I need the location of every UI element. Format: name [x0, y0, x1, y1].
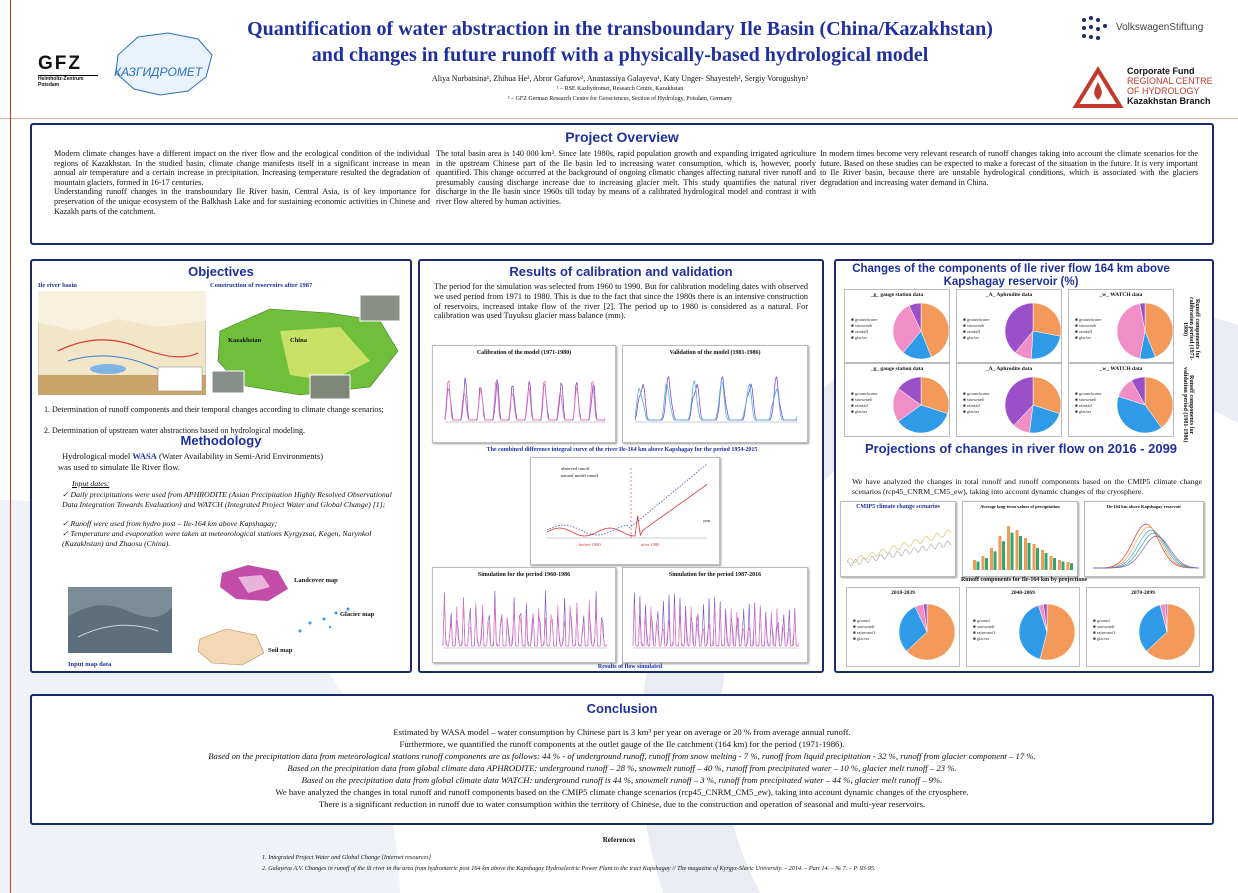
affiliation-2: ² – GFZ German Research Centre for Geosciences, Section of Hydrology, Potsdam, Germany	[507, 96, 733, 102]
precipitation-bar	[999, 536, 1002, 570]
conclusion-line-7: There is a significant reduction in runoff due to water consumption within the territory of Chinese, due to the construction and operation of seasonal and multi-year reservoirs.	[318, 799, 926, 809]
wasa-arid: Arid Environments)	[254, 451, 324, 461]
pie-legend-item: ■ rainfall	[1075, 329, 1092, 334]
calibration-series-observed	[445, 378, 605, 420]
calibration-chart-title: Calibration of the model (1971-1980)	[476, 350, 572, 356]
pie-legend-item: ■ ground	[1093, 618, 1110, 623]
conclusion-line-3: Based on the precipitation data from meteorological stations runoff components are as follows: 44 % - of underground runoff, runoff from snow melting - 7 %, runoff from liquid precipitation - 32 %, runoff from glacier component – 17 %.	[208, 751, 1036, 761]
overview-column-3: In modern times become very relevant research of runoff changes taking into account the climate scenarios for the future. Based on these studies can be expected to make a forecast of the situation in the future. It is very important to Ile River basin, because there are unstable hydrological conditions, which is associated with the glaciers degradation and increasing water demand in China.	[820, 149, 1198, 187]
pie-legend-item: ■ snowmelt	[973, 624, 995, 629]
simulation-1987-title: Simulation for the period 1987-2016	[668, 572, 762, 578]
precipitation-bar	[1067, 562, 1070, 570]
regional-centre-logo	[1070, 66, 1235, 116]
calibration-text: The period for the simulation was selected from 1960 to 1990. But for calibration modeling dates with observed we used period from 1971 to 1980. This is due to the fact that since the 1980s there is an intensive construction of reservoirs, increased intake flow of the river [2]. The period up to 1980 is considered as a natural. For calibration was used Tuyuksu glacier mass balance (mm).	[434, 282, 808, 321]
methodology-paragraph-2: was used to simulate Ile River flow.	[58, 462, 180, 472]
authors: Aliya Nurbatsina¹, Zhihua He², Abror Gafurov², Anastassiya Galayeva¹, Katy Unger- Shayesteh², Sergiy Vorogushyn²	[431, 74, 809, 83]
overview-column-2: The total basin area is 140 000 km². Since late 1980s, rapid population growth and expanding irrigated agriculture in the upstream Chinese part of the Ile basin led to increasing water consumption, which is, however, poorly quantified. This change occurred at the background of ongoing climatic changes affecting natural river runoff and presumably causing discharge increase due to increasing glacier melt. This study quantifies the natural river discharge in the Ile basin since 1960s till today by means of a calibrated hydrological model and contrast it with river flow altered by human activities.	[436, 149, 816, 206]
gfz-logo	[38, 53, 98, 88]
pie-legend	[853, 618, 875, 642]
pie-legend-item: ■ groundwater	[1075, 317, 1102, 322]
project-overview-panel	[30, 123, 1214, 245]
pie-chart	[1137, 602, 1197, 662]
pie-chart-title: _A_ Aphrodite data	[985, 292, 1033, 298]
mountain-drop-icon	[1072, 66, 1124, 110]
pie-chart-box	[1068, 289, 1174, 363]
objective-number-1: 1.	[44, 405, 50, 414]
simulation-1960-series-2	[443, 598, 607, 646]
pie-chart-box	[844, 289, 950, 363]
runoff-projection-plot	[1085, 502, 1205, 578]
landcover-map	[218, 563, 290, 603]
input-item-2	[62, 519, 398, 529]
pie-legend-item: ■ glacier	[963, 409, 980, 414]
pie-legend-item: ■ snowmelt	[1093, 624, 1115, 629]
runoff-projection-line	[1093, 536, 1199, 568]
regional-centre-text: REGIONAL CENTRE	[1127, 76, 1213, 86]
year-axis-label: year	[703, 518, 711, 523]
after-1980-label: after 1980	[641, 542, 660, 547]
dots-logo-icon	[1078, 12, 1112, 46]
pie-chart-box	[956, 363, 1062, 437]
precipitation-bar	[1033, 544, 1036, 570]
ile-basin-map-label: Ile river basin	[38, 282, 77, 289]
integral-series-observed	[547, 485, 707, 537]
of-hydrology-text: OF HYDROLOGY	[1127, 86, 1200, 96]
runoff-projection-line	[1093, 524, 1199, 568]
input-map-data-label: Input map data	[68, 661, 112, 668]
pie-legend-item: ■ rainrunoff	[973, 630, 996, 635]
references-title: References	[602, 836, 636, 844]
soil-map	[196, 627, 266, 667]
pie-legend-item: ■ groundwater	[851, 391, 878, 396]
pie-chart-title: _A_ Aphrodite data	[985, 366, 1033, 372]
pie-chart	[1115, 375, 1175, 435]
precipitation-bar	[1070, 563, 1073, 570]
kazhydromet-logo	[108, 25, 216, 113]
pie-chart-box	[1068, 363, 1174, 437]
before-1980-label: before 1980	[579, 542, 601, 547]
methodology-title: Methodology	[180, 433, 262, 448]
pie-legend-item: ■ snowmelt	[1075, 397, 1097, 402]
conclusion-line-4: Based on the precipitation data from global climate data APHRODITE: underground runoff – 28 %, snowmelt runoff – 40 %, runoff from precipitated water – 10 %, glacier melt runoff – 23 %.	[287, 763, 957, 773]
changes-panel	[834, 259, 1214, 673]
legend-natural-runoff: natural model runoff	[561, 473, 599, 478]
title-line-1: Quantification of water abstraction in the transboundary Ile Basin (China/Kazakhstan)	[247, 18, 993, 40]
ile-basin-map	[38, 291, 206, 395]
precipitation-bar	[1024, 538, 1027, 570]
calibration-side-label: Runoff components for calibration period (1971-1980)	[1182, 297, 1200, 361]
runoff-projection-title: Ile-164 km above Kapshagay reservoir	[1106, 504, 1182, 509]
precipitation-bar	[1007, 526, 1010, 570]
conclusion-line-6: We have analyzed the changes in total runoff and runoff components based on the CMIP5 climate change scenarios (rcp45_CNRM_CM5_ew), taking into account dynamic changes of the cryosphere.	[275, 787, 969, 797]
runoff-projection-line	[1093, 533, 1199, 568]
pie-chart-title: _g_ gauge station data	[870, 292, 924, 298]
pie-legend-item: ■ glacier	[1093, 636, 1110, 641]
pie-legend-item: ■ glacier	[853, 636, 870, 641]
simulation-1960-title: Simulation for the period 1960-1986	[477, 572, 571, 578]
reservoirs-map	[210, 291, 406, 401]
validation-side-label: Runoff components for validation period (1981-1986)	[1182, 367, 1194, 443]
precipitation-bar	[1062, 562, 1065, 571]
frame-left-line	[10, 0, 11, 893]
pie-chart	[1115, 301, 1175, 361]
cmip5-series-1	[847, 530, 951, 562]
pie-legend-item: ■ rainrunoff	[853, 630, 876, 635]
legend-observed-runoff: observed runoff	[561, 466, 590, 471]
precipitation-bar	[1016, 530, 1019, 570]
pie-chart-title: _w_ WATCH data	[1099, 366, 1143, 372]
pie-legend-item: ■ rainrunoff	[1093, 630, 1116, 635]
input-item-3-text: Temperature and evaporation were taken at meteorological stations Kyrgyzsai, Kegen, Narynkol (Kazakhstan) and Zhaosu (China).	[62, 529, 372, 548]
pie-legend-item: ■ snowmelt	[963, 323, 985, 328]
affiliation-1: ¹ – RSE Kazhydromet, Research Centre, Kazakhstan	[556, 86, 684, 92]
pie-chart	[897, 602, 957, 662]
precipitation-chart-title: Average long-term values of precipitation	[980, 504, 1060, 509]
simulation-1987-series-2	[633, 604, 799, 646]
precipitation-bar	[1036, 548, 1039, 570]
pie-legend-item: ■ snowmelt	[963, 397, 985, 402]
pie-chart-box	[966, 587, 1080, 667]
projections-title: Projections of changes in river flow on 2016 - 2099	[864, 441, 1178, 456]
pie-legend	[1075, 317, 1102, 341]
kazhydromet-logo-text: КАЗГИДРОМЕТ	[114, 65, 203, 79]
poster-title	[225, 16, 1015, 68]
pie-legend	[963, 391, 990, 415]
conclusion-line-2: Furthermore, we quantified the runoff components at the outlet gauge of the Ile catchment (164 km) for the period (1971-1986).	[399, 739, 845, 749]
volkswagen-stiftung-logo	[1078, 12, 1228, 48]
overview-col1-p1: Modern climate changes have a different impact on the river flow and the ecological condition of the individual regions of Kazakhstan. In the studied basin, climate change manifests itself in a significant increase in mean annual air temperature and a certain increase in precipitation. Increasing temperature resulted the degradation of mountain glaciers, formed in 16-17 centuries.	[54, 149, 430, 187]
simulation-1960-1986-chart	[432, 567, 616, 663]
input-item-3	[62, 529, 398, 548]
precipitation-bar	[1053, 558, 1056, 570]
pie-legend-item: ■ glacier	[973, 636, 990, 641]
check-icon: ✓	[62, 529, 69, 538]
precipitation-bar	[990, 548, 993, 570]
validation-chart-title: Validation of the model (1981-1986)	[669, 350, 761, 356]
pie-chart	[1017, 602, 1077, 662]
objective-item-1	[44, 405, 384, 415]
soil-map-label: Soil map	[268, 647, 293, 654]
pie-chart-box	[844, 363, 950, 437]
pie-chart-title: _w_ WATCH data	[1099, 292, 1143, 298]
precipitation-bar	[1028, 543, 1031, 570]
input-item-1-text: Daily precipitations were used from APHRODITE (Asian Precipitation Highly Resolved Observational Data Integration Towards Evaluation) and WATCH (Integrated Project Water and Global Change) [1];	[62, 490, 392, 509]
reference-1: 1. Integrated Project Water and Global Change [Internet resources]	[262, 854, 432, 861]
input-dates-heading: Input dates:	[72, 479, 110, 488]
reservoirs-map-label: Construction of reservoirs after 1987	[210, 282, 313, 289]
calibration-panel	[418, 259, 824, 673]
pie-legend-item: ■ snowmelt	[1075, 323, 1097, 328]
pie-legend	[1075, 391, 1102, 415]
pie-legend-item: ■ rainfall	[963, 329, 980, 334]
input-item-2-text: Runoff were used from hydro post – Ile-164 km above Kapshagay;	[70, 519, 278, 528]
methodology-paragraph	[62, 451, 402, 461]
validation-chart-plot	[623, 346, 809, 444]
pie-legend-item: ■ glacier	[851, 335, 868, 340]
wasa-paren: (	[156, 451, 162, 461]
precipitation-bar	[982, 556, 985, 570]
combined-integral-plot	[531, 458, 721, 566]
cmip5-chart-title: CMIP5 climate change scenarios	[856, 504, 940, 510]
pie-legend-item: ■ rainfall	[1075, 403, 1092, 408]
pie-chart-box	[846, 587, 960, 667]
pie-legend-item: ■ glacier	[1075, 409, 1092, 414]
wasa-intro-text: Hydrological model	[62, 451, 133, 461]
runoff-projection-chart	[1084, 501, 1204, 577]
conclusion-panel	[30, 694, 1214, 825]
corporate-fund-text: Corporate Fund	[1127, 66, 1195, 76]
pie-legend-item: ■ groundwater	[851, 317, 878, 322]
precipitation-bar	[977, 562, 980, 571]
objectives-title: Objectives	[188, 264, 254, 279]
cmip5-series-2	[847, 541, 951, 566]
precipitation-bar	[1050, 556, 1053, 570]
pie-chart-title: 2040-2069	[1011, 590, 1035, 596]
combined-integral-chart	[530, 457, 720, 565]
precipitation-bar	[1058, 560, 1061, 570]
calibration-chart	[432, 345, 616, 443]
overview-column-1	[54, 149, 430, 216]
pie-legend-item: ■ snowmelt	[853, 624, 875, 629]
objective-text-2: Determination of upstream water abstractions based on hydrological modeling.	[52, 426, 306, 435]
validation-chart	[622, 345, 808, 443]
title-line-2: and changes in future runoff with a physically-based hydrological model	[311, 44, 929, 66]
pie-chart-title: 2070-2099	[1131, 590, 1155, 596]
calibration-chart-plot	[433, 346, 617, 444]
pie-legend-item: ■ rainfall	[963, 403, 980, 408]
pie-chart	[1003, 375, 1063, 435]
precipitation-bar	[1002, 541, 1005, 570]
precipitation-bar	[985, 558, 988, 570]
conclusion-line-1: Estimated by WASA model – water consumption by Chinese part is 3 km³ per year on average or 20 % from average annual runoff.	[393, 727, 851, 737]
pie-chart	[1003, 301, 1063, 361]
pie-legend-item: ■ rainfall	[851, 329, 868, 334]
map-label-kazakhstan: Kazakhstan	[228, 337, 262, 344]
project-overview-title: Project Overview	[565, 129, 679, 145]
pie-slice	[1033, 303, 1061, 336]
check-icon: ✓	[62, 519, 69, 528]
calibration-series-simulated	[445, 381, 605, 420]
vw-logo-text: VolkswagenStiftung	[1116, 22, 1204, 33]
map-label-china: China	[290, 337, 307, 344]
wasa-semi: Semi-	[234, 451, 255, 461]
validation-series-simulated	[635, 380, 797, 420]
conclusion-line-5: Based on the precipitation data from global climate data WATCH: underground runoff is 44 %, snowmelt runoff – 3 %, runoff from precipitated water – 44 %, glacier melt runoff – 9%.	[301, 775, 943, 785]
pie-legend-item: ■ ground	[973, 618, 990, 623]
future-components-title: Runoff components for Ile-164 km by projections	[960, 577, 1088, 583]
conclusion-title: Conclusion	[586, 701, 658, 716]
changes-title: Changes of the components of Ile river flow 164 km above Kapshagay reservoir (%)	[852, 263, 1170, 288]
simulation-1987-plot	[623, 568, 809, 664]
gfz-logo-subtitle: Helmholtz-Zentrum	[38, 75, 98, 82]
pie-legend-item: ■ glacier	[1075, 335, 1092, 340]
pie-chart-box	[1086, 587, 1200, 667]
simulation-1960-series-1	[443, 590, 607, 646]
simulation-1987-2016-chart	[622, 567, 808, 663]
wasa-water: Water	[161, 451, 184, 461]
precipitation-bar	[1011, 533, 1014, 570]
simulation-1960-plot	[433, 568, 617, 664]
frame-top-line	[0, 118, 1238, 119]
pie-legend-item: ■ rainfall	[851, 403, 868, 408]
pie-legend-item: ■ groundwater	[963, 317, 990, 322]
pie-chart-title: _g_ gauge station data	[870, 366, 924, 372]
pie-chart	[891, 301, 951, 361]
pie-legend-item: ■ snowmelt	[851, 323, 873, 328]
precipitation-chart	[962, 501, 1078, 577]
pie-legend-item: ■ groundwater	[963, 391, 990, 396]
pie-legend-item: ■ groundwater	[1075, 391, 1102, 396]
precipitation-bar	[973, 560, 976, 570]
pie-slice	[1031, 331, 1060, 359]
overview-col1-p2: Understanding runoff changes in the transboundary Ile River basin, Central Asia, is of key importance for preservation of the unique ecosystem of the Balkhash Lake and for sustaining economic activities in Chinese and Kazakh parts of the catchment.	[54, 187, 430, 216]
pie-slice	[1117, 303, 1145, 358]
gfz-logo-text: GFZ	[38, 53, 82, 74]
pie-legend-item: ■ snowmelt	[851, 397, 873, 402]
flow-simulated-caption: Results of flow simulated	[597, 664, 663, 670]
pie-chart	[891, 375, 951, 435]
objective-number-2: 2.	[44, 426, 50, 435]
check-icon: ✓	[62, 490, 69, 499]
gfz-logo-subtitle-2: Potsdam	[38, 82, 60, 88]
combined-curve-caption: The combined difference integral curve of the river Ile-164 km above Kapshagay for the period 1954-2015	[486, 447, 758, 453]
reference-2: 2. Galayeva A.V. Changes in runoff of the ili river in the area from hydrometric post 164 km above the Kapshagay Hydroelectric Power Plant to the tract Kapshagay // The magazine of Kyrgyz-Slavic University. – 2014. – Part 14. – № 7. – P. 93-95.	[262, 865, 876, 872]
calibration-title: Results of calibration and validation	[509, 264, 733, 279]
precipitation-bar	[1045, 553, 1048, 570]
input-satellite-map	[68, 587, 172, 653]
pie-legend-item: ■ glacier	[851, 409, 868, 414]
pie-chart-title: 2010-2039	[891, 590, 915, 596]
precipitation-bar	[1041, 550, 1044, 570]
pie-legend-item: ■ glacier	[963, 335, 980, 340]
pie-legend	[963, 317, 990, 341]
precipitation-bars	[963, 502, 1079, 578]
precipitation-bar	[1019, 536, 1022, 570]
pie-legend	[851, 317, 878, 341]
pie-chart-box	[956, 289, 1062, 363]
glacier-map-label: Glacier map	[340, 611, 375, 618]
cmip5-chart-plot	[841, 502, 957, 578]
glacier-map	[290, 601, 360, 639]
pie-legend-item: ■ ground	[853, 618, 870, 623]
wasa-model-name: WASA	[132, 451, 157, 461]
landcover-map-label: Landcover map	[294, 577, 338, 584]
pie-legend	[973, 618, 995, 642]
kazakhstan-branch-text: Kazakhstan Branch	[1127, 96, 1211, 106]
wasa-availability: Availability in	[183, 451, 235, 461]
input-item-1	[62, 490, 398, 509]
cmip5-chart	[840, 501, 956, 577]
runoff-projection-line	[1093, 530, 1199, 568]
projections-text: We have analyzed the changes in total runoff and runoff components based on the CMIP5 climate change scenarios (rcp45_CNRM_CM5_ew), taking into account dynamic changes of the cryosphere.	[852, 477, 1202, 496]
pie-legend	[851, 391, 878, 415]
precipitation-bar	[994, 551, 997, 570]
pie-legend	[1093, 618, 1115, 642]
validation-series-observed	[635, 377, 797, 420]
objectives-panel	[30, 259, 412, 673]
objective-text-1: Determination of runoff components and their temporal changes according to climate change scenarios;	[52, 405, 384, 414]
